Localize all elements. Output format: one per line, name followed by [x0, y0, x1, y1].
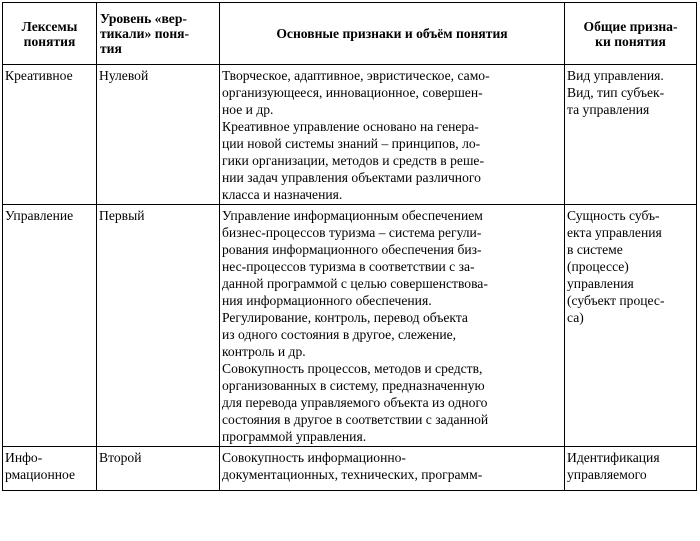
header-common: Общие призна- ки понятия [565, 3, 697, 65]
row-level: Второй [97, 447, 220, 491]
table-row [3, 447, 697, 491]
header-features: Основные признаки и объём понятия [220, 3, 565, 65]
concept-table [2, 2, 697, 491]
table-row [3, 65, 697, 205]
row-level: Нулевой [97, 65, 220, 205]
row-lexeme: Инфо- рмационное [3, 447, 97, 491]
header-level: Уровень «вер- тикали» поня- тия [97, 3, 220, 65]
row-common: Вид управления. Вид, тип субъек- та управления [565, 65, 697, 205]
row-common: Идентификация управляемого [565, 447, 697, 491]
row-features: Творческое, адаптивное, эвристическое, само- организующееся, инновационное, совершен- ное и др. Креативное управление основано на генера- ции новой системы знаний – принципов, ло- гики организации, методов и средств в реше- нии задач управления объектами различного класса и назначения. [220, 65, 565, 205]
row-features: Управление информационным обеспечением бизнес-процессов туризма – система регули- рования информационного обеспечения биз- нес-процессов туризма в соответствии с за- данной программой с целью совершенствова- ния информационного обеспечения. Регулирование, контроль, перевод объекта из одного состояния в другое, слежение, контроль и др. Совокупность процессов, методов и средств, организованных в систему, предназначенную для перевода управляемого объекта из одного состояния в другое в соответствии с заданной программой управления. [220, 205, 565, 447]
row-common: Сущность субъ- екта управления в системе (процессе) управления (субъект процес- са) [565, 205, 697, 447]
table-row [3, 205, 697, 447]
row-level: Первый [97, 205, 220, 447]
row-lexeme: Креативное [3, 65, 97, 205]
header-lexemes: Лексемы понятия [3, 3, 97, 65]
table-header-row [3, 3, 697, 65]
row-features: Совокупность информационно- документационных, технических, программ- [220, 447, 565, 491]
row-lexeme: Управление [3, 205, 97, 447]
